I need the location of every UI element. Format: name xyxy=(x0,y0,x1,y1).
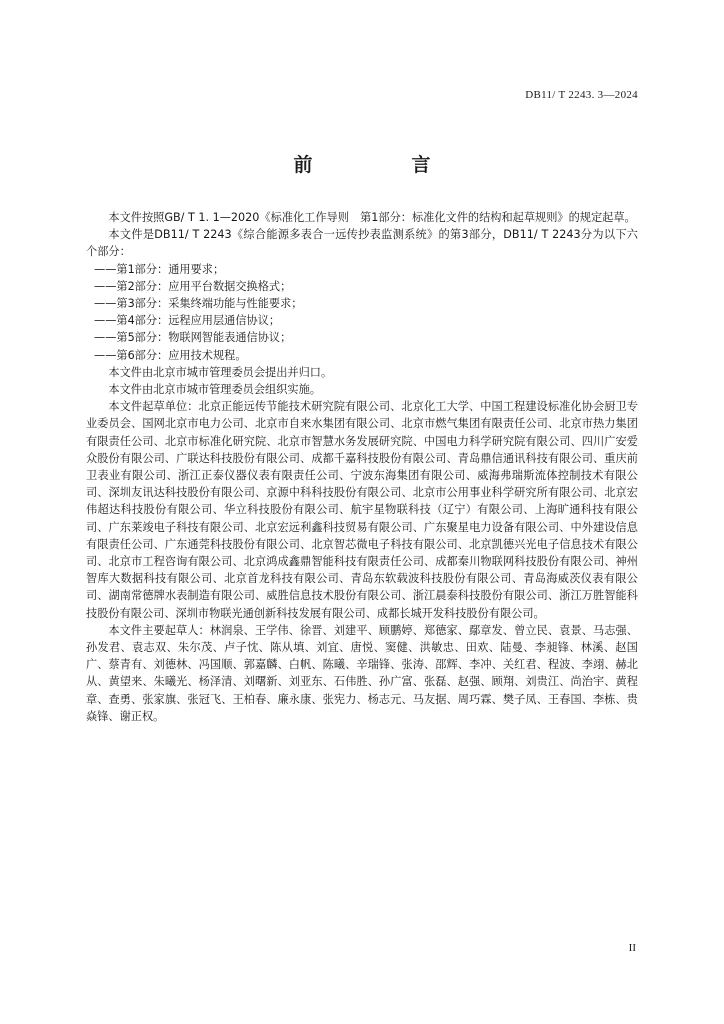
paragraph-drafting-units: 本文件起草单位：北京正能远传节能技术研究院有限公司、北京化工大学、中国工程建设标准化协会厨卫专业委员会、国网北京市电力公司、北京市自来水集团有限公司、北京市燃气集团有限责任公司、北京市热力集团有限责任公司、北京市标准化研究院、北京市智慧水务发展研究院、中国电力科学研究院有限公司、四川广安爱众股份有限公司、广联达科技股份有限公司、成都千嘉科技股份有限公司、青岛鼎信通讯科技有限公司、重庆前卫表业有限公司、浙江正泰仪器仪表有限责任公司、宁波东海集团有限公司、威海弗瑞斯流体控制技术有限公司、深圳友讯达科技股份有限公司、京源中科科技股份有限公司、北京市公用事业科学研究所有限公司、北京宏伟超达科技股份有限公司、华立科技股份有限公司、航宇星物联科技（辽宁）有限公司、上海旷通科技有限公司、广东莱竣电子科技有限公司、北京宏远利鑫科技贸易有限公司、广东聚星电力设备有限公司、中外建设信息有限责任公司、广东通莞科技股份有限公司、北京智芯微电子科技有限公司、北京凯德兴光电子信息技术有限公司、北京市工程咨询有限公司、北京鸿成鑫鼎智能科技有限责任公司、成都秦川物联网科技股份有限公司、神州智库大数据科技有限公司、北京首龙科技有限公司、青岛东软载波科技股份有限公司、青岛海威茨仪表有限公司、湖南常德牌水表制造有限公司、威胜信息技术股份有限公司、浙江晨泰科技股份有限公司、浙江万胜智能科技股份有限公司、深圳市物联光通创新科技发展有限公司、成都长城开发科技股份有限公司。 xyxy=(86,400,638,620)
foreword-body xyxy=(86,209,638,725)
paragraph-drafters: 本文件主要起草人：林润泉、王学伟、徐晋、刘建平、顾鹏婷、郑德家、鄢章发、曾立民、袁景、马志强、孙发君、袁志双、朱尔茂、卢子忱、陈从填、刘宜、唐悦、窦健、洪敏忠、田欢、陆曼、李昶锋、林溪、赵国广、蔡青有、刘德林、冯国顺、郭嘉麟、白帆、陈曦、辛瑞锋、张涛、邵辉、李冲、关红君、程波、李翊、赫北从、黄望来、朱曦光、杨泽清、刘曙新、刘亚东、石伟胜、孙广富、张磊、赵强、顾翔、刘贵江、尚治宇、黄程章、查勇、张家旗、张冠飞、王柏春、廉永康、张宪力、杨志元、马友据、周巧霖、樊子凤、王春国、李栋、贵焱锋、谢正权。 xyxy=(86,623,638,723)
paragraph-proposer: 本文件由北京市城市管理委员会提出并归口。 xyxy=(108,365,333,379)
paragraph-implementer: 本文件由北京市城市管理委员会组织实施。 xyxy=(108,383,321,397)
paragraph-drafting-rules: 本文件按照GB/ T 1. 1—2020《标准化工作导则 第1部分：标准化文件的结构和起草规则》的规定起草。 xyxy=(108,211,636,224)
list-item: ——第4部分：远程应用层通信协议； xyxy=(94,314,281,328)
page-number: II xyxy=(628,942,636,954)
page-title: 前 言 xyxy=(293,154,471,176)
list-item: ——第1部分：通用要求； xyxy=(94,262,225,276)
paragraph-series-intro: 本文件是DB11/ T 2243《综合能源多表合一远传抄表监测系统》的第3部分，DB11/ T 2243分为以下六个部分： xyxy=(86,228,638,259)
list-item: ——第2部分：应用平台数据交换格式； xyxy=(94,279,292,293)
list-item: ——第6部分：应用技术规程。 xyxy=(94,348,247,362)
list-item: ——第3部分：采集终端功能与性能要求； xyxy=(94,297,303,311)
list-item: ——第5部分：物联网智能表通信协议； xyxy=(94,331,292,345)
document-code: DB11/ T 2243. 3—2024 xyxy=(525,89,638,101)
